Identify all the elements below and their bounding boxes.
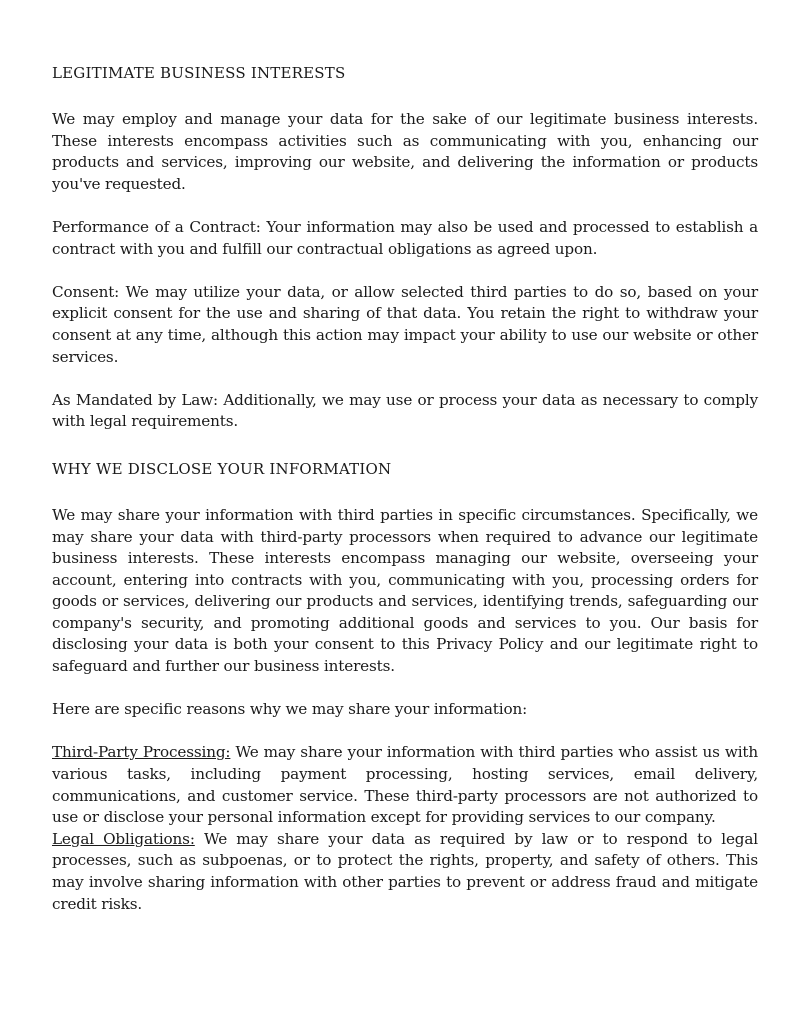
reason-text-third-party-processing: We may share your information with third parties who assist us with various tasks, including payment processing, hosting services, email delivery, communications, and customer service. These third-party processors are not authorized to use or disclose your personal information except for providing services to our company. bbox=[52, 743, 758, 827]
reason-label-legal-obligations: Legal Obligations: bbox=[52, 829, 195, 848]
reason-third-party-processing bbox=[52, 742, 758, 828]
document-page bbox=[52, 62, 758, 915]
paragraph-performance-of-contract: Performance of a Contract: Your information may also be used and processed to establish a contract with you and fulfill our contractual obligations as agreed upon. bbox=[52, 217, 758, 258]
paragraph-mandated-by-law: As Mandated by Law: Additionally, we may use or process your data as necessary to comply with legal requirements. bbox=[52, 390, 758, 431]
paragraph-legitimate-interests: We may employ and manage your data for the sake of our legitimate business interests. These interests encompass activities such as communicating with you, enhancing our products and services, improving our website, and delivering the information or products you've requested. bbox=[52, 110, 758, 193]
paragraph-share-with-third-parties: We may share your information with third parties in specific circumstances. Specifically, we may share your data with third-party processors when required to advance our legitimate business interests. These interests encompass managing our website, overseeing your account, entering into contracts with you, communicating with you, processing orders for goods or services, delivering our products and services, identifying trends, safeguarding our company's security, and promoting additional goods and services to you. Our basis for disclosing your data is both your consent to this Privacy Policy and our legitimate right to safeguard and further our business interests. bbox=[52, 505, 758, 676]
paragraph-consent: Consent: We may utilize your data, or allow selected third parties to do so, based on your explicit consent for the use and sharing of that data. You retain the right to withdraw your consent at any time, although this action may impact your ability to use our website or other services. bbox=[52, 282, 758, 366]
paragraph-specific-reasons-intro: Here are specific reasons why we may share your information: bbox=[52, 700, 528, 719]
section-heading-why-we-disclose: WHY WE DISCLOSE YOUR INFORMATION bbox=[52, 459, 392, 478]
section-heading-legitimate-interests: LEGITIMATE BUSINESS INTERESTS bbox=[52, 64, 346, 82]
reason-text-legal-obligations: We may share your data as required by law or to respond to legal processes, such as subpoenas, or to protect the rights, property, and safety of others. This may involve sharing information with other parties to prevent or address fraud and mitigate credit risks. bbox=[52, 829, 758, 913]
reason-legal-obligations bbox=[52, 829, 758, 915]
reason-label-third-party-processing: Third-Party Processing: bbox=[52, 743, 231, 762]
